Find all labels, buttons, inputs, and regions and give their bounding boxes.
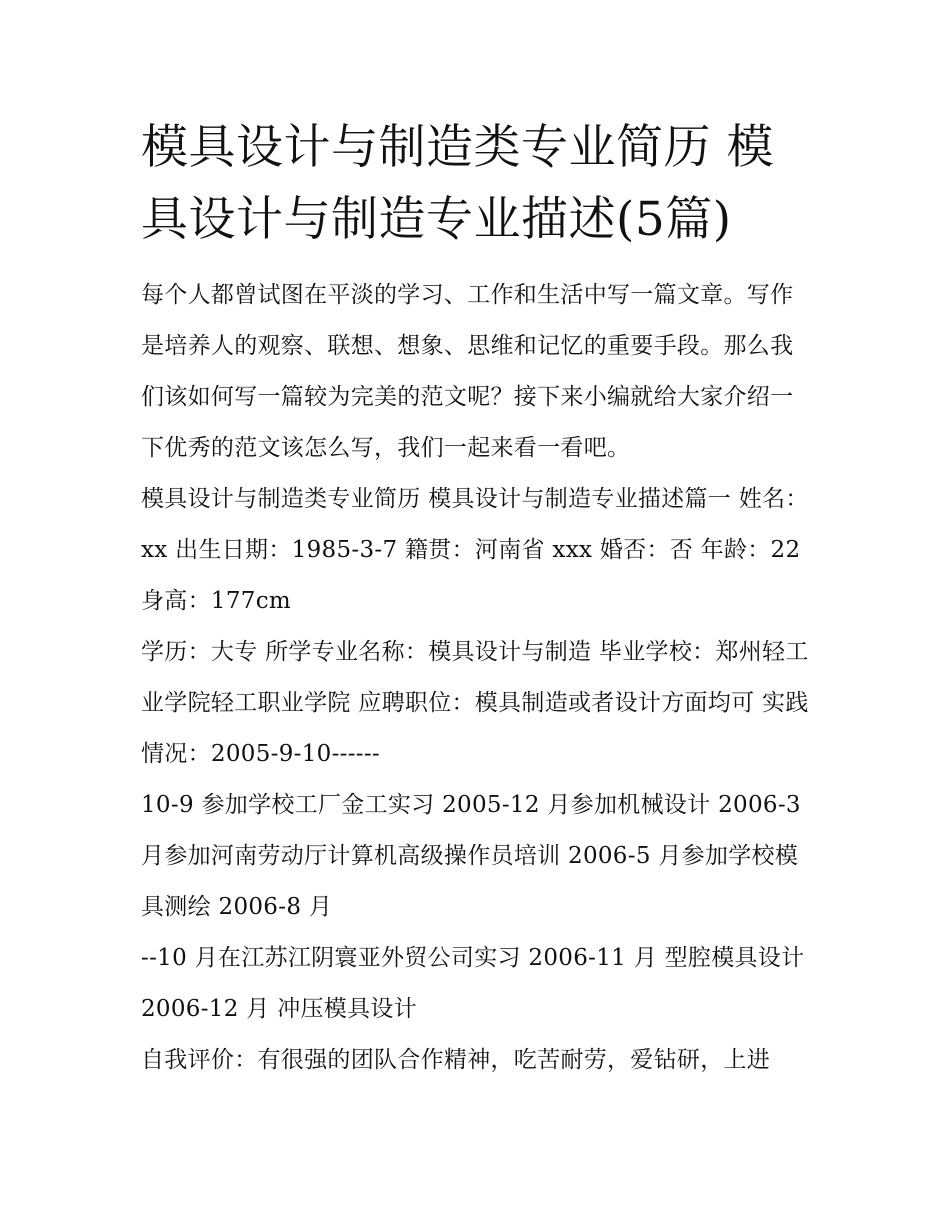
paragraph-personal-info: 模具设计与制造类专业简历 模具设计与制造专业描述篇一 姓名： xx 出生日期：1985-3-7 籍贯：河南省 xxx 婚否：否 年龄：22 身高：177cm [141,486,809,614]
paragraph-self-evaluation: 自我评价：有很强的团队合作精神，吃苦耐劳，爱钻研，上进 [141,1047,771,1073]
paragraph-education: 学历：大专 所学专业名称：模具设计与制造 毕业学校：郑州轻工业学院轻工职业学院 应聘职位：模具制造或者设计方面均可 实践情况：2005-9-10------ [141,639,809,767]
paragraph-internship: --10 月在江苏江阴寰亚外贸公司实习 2006-11 月 型腔模具设计 2006-12 月 冲压模具设计 [141,945,805,1022]
document-body [141,112,813,1086]
paragraph-intro: 每个人都曾试图在平淡的学习、工作和生活中写一篇文章。写作是培养人的观察、联想、想象、思维和记忆的重要手段。那么我们该如何写一篇较为完美的范文呢？接下来小编就给大家介绍一下优秀的范文该怎么写，我们一起来看一看吧。 [141,282,794,461]
paragraph-practice: 10-9 参加学校工厂金工实习 2005-12 月参加机械设计 2006-3 月参加河南劳动厅计算机高级操作员培训 2006-5 月参加学校模具测绘 2006-8 月 [141,792,801,920]
document-title: 模具设计与制造类专业简历 模具设计与制造专业描述(5篇) [141,120,774,247]
